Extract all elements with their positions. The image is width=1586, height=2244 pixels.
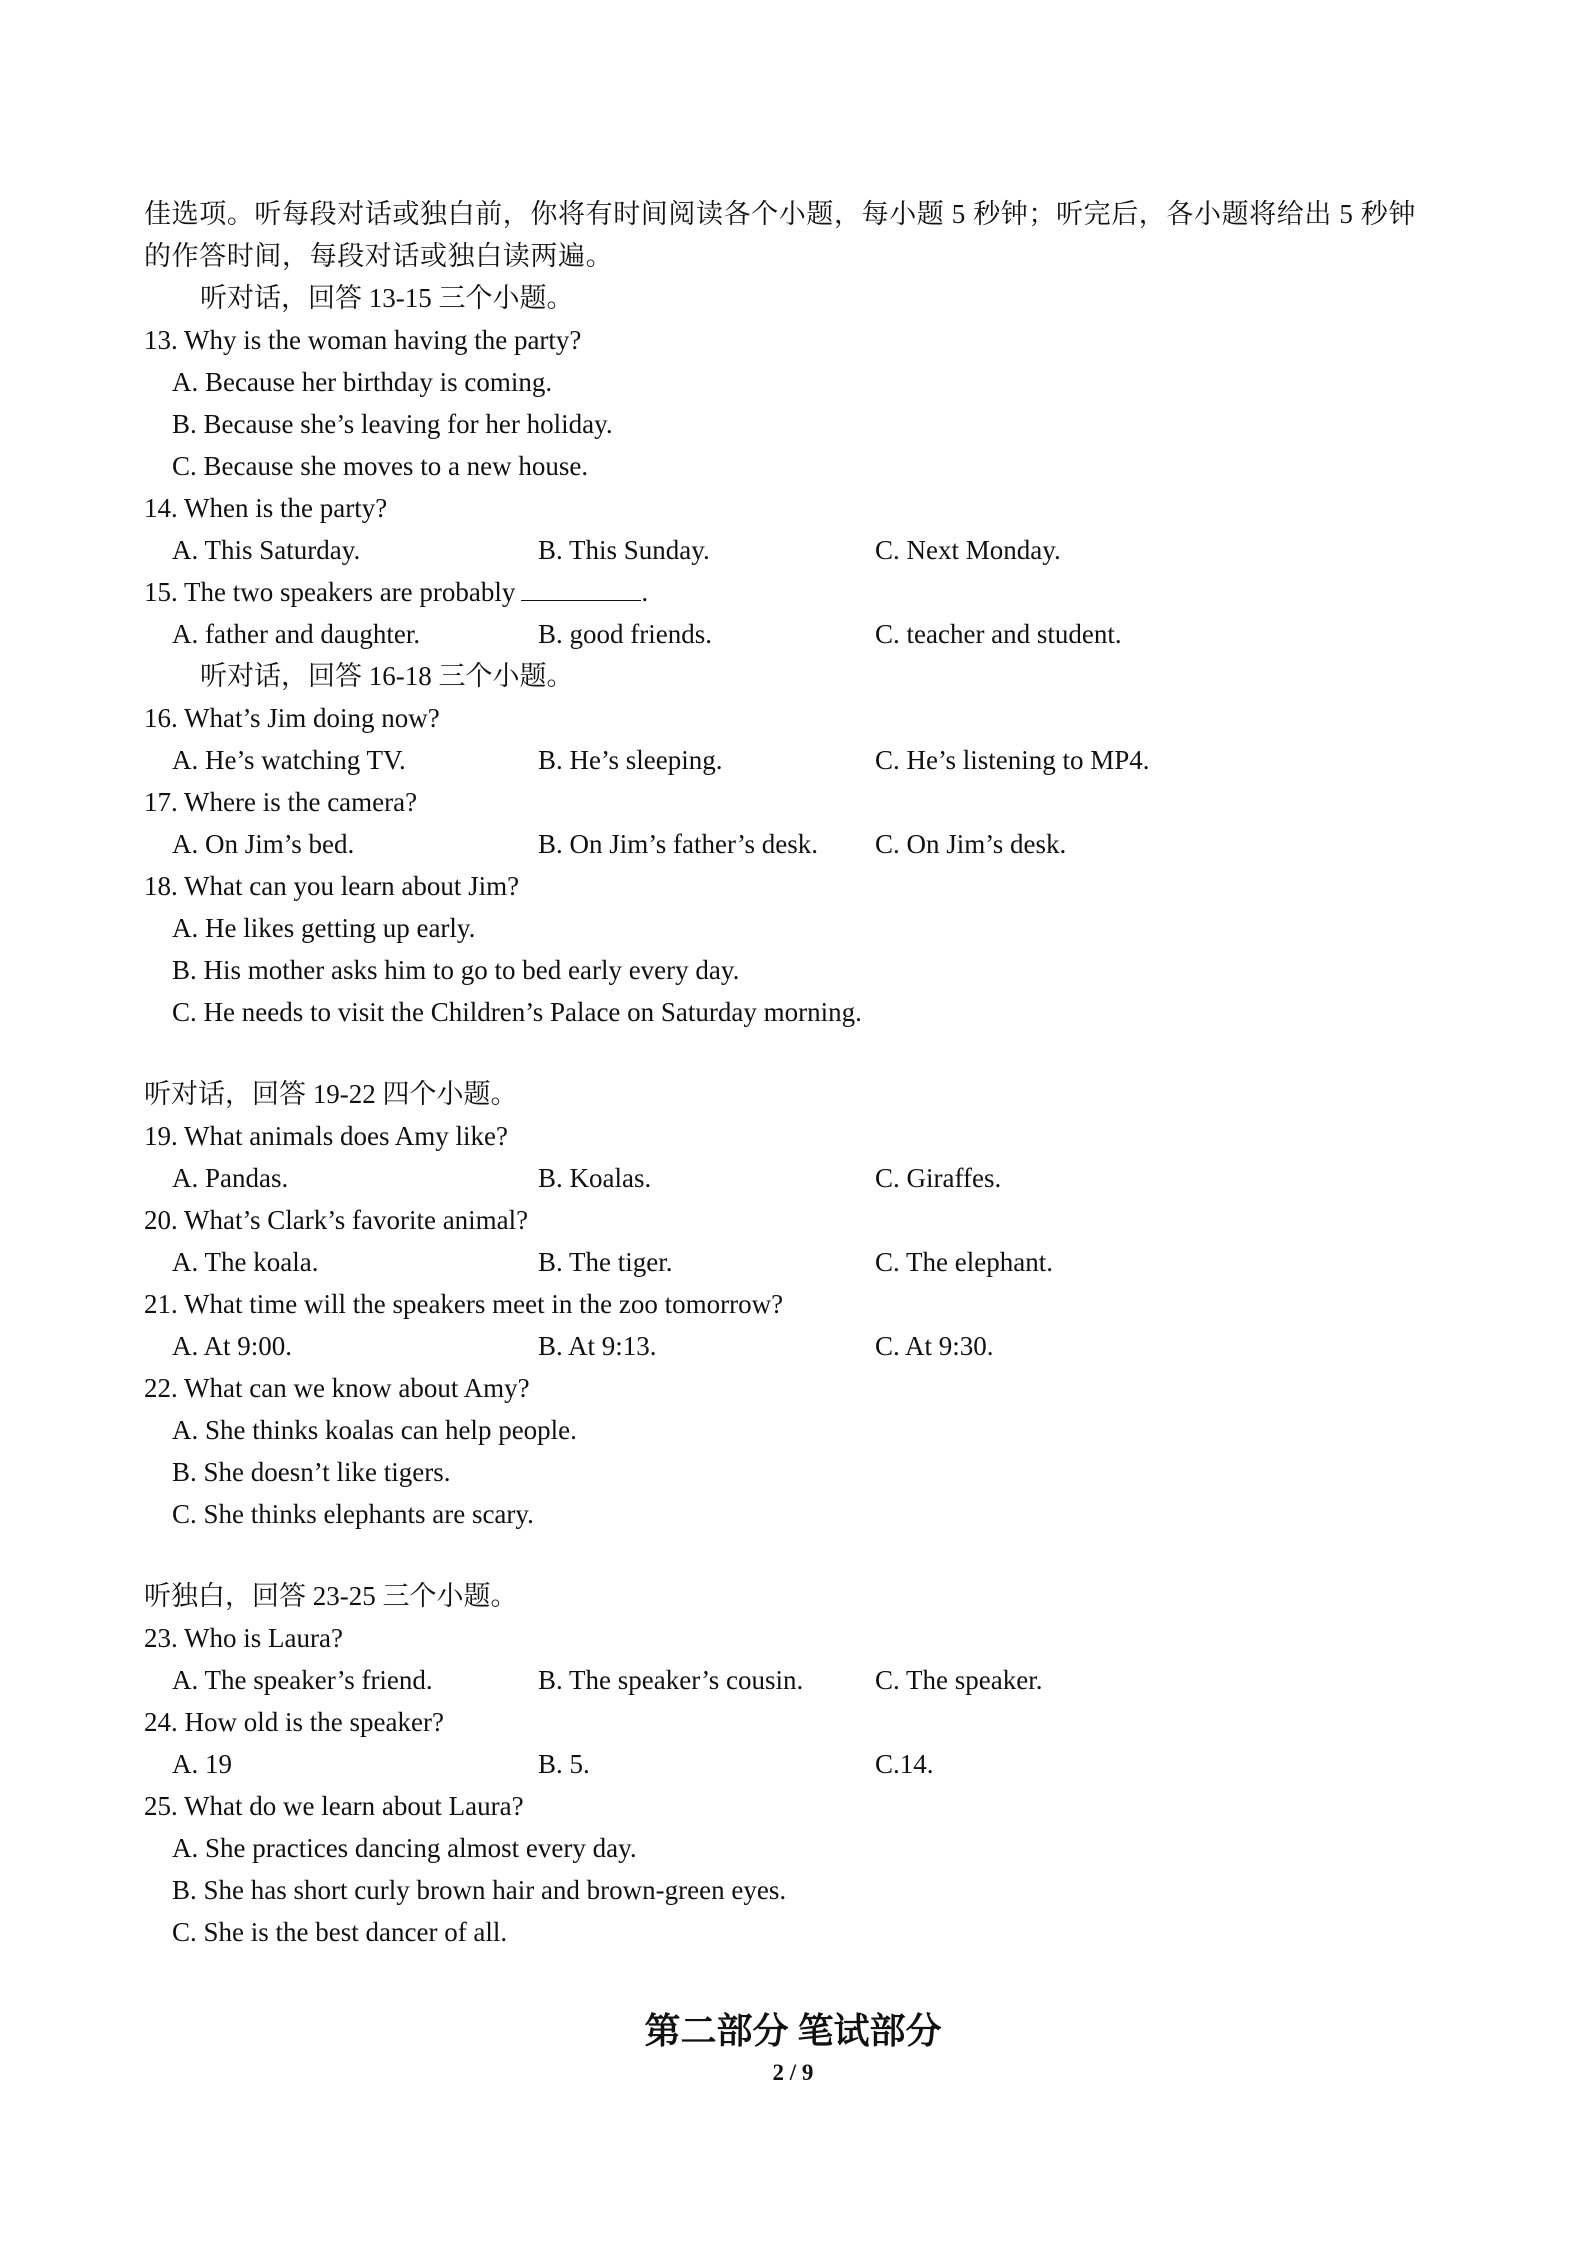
option-b: B. good friends. [538, 619, 712, 649]
part-title: 第二部分 笔试部分 [644, 2011, 942, 2051]
option-b: B. Koalas. [538, 1163, 652, 1193]
option-a: A. At 9:00. [172, 1331, 293, 1361]
option-b: B. He’s sleeping. [538, 745, 723, 775]
question-text: 15. The two speakers are probably [144, 577, 516, 607]
option-c: C. Giraffes. [875, 1163, 1002, 1193]
option-c: C. teacher and student. [875, 619, 1122, 649]
question: 25. What do we learn about Laura? [144, 1791, 524, 1821]
option-a: A. Pandas. [172, 1163, 289, 1193]
option-c: C. Because she moves to a new house. [172, 451, 589, 481]
intro-line-1: 佳选项。听每段对话或独白前，你将有时间阅读各个小题，每小题 5 秒钟；听完后，各小题将给出 5 秒钟 [144, 199, 1416, 229]
option-c: C. He needs to visit the Children’s Palace on Saturday morning. [172, 997, 862, 1027]
option-b: B. She has short curly brown hair and brown-green eyes. [172, 1875, 787, 1905]
option-a: A. He likes getting up early. [172, 913, 476, 943]
option-a: A. On Jim’s bed. [172, 829, 355, 859]
question: 20. What’s Clark’s favorite animal? [144, 1205, 529, 1235]
question: 24. How old is the speaker? [144, 1707, 444, 1737]
option-a: A. The speaker’s friend. [172, 1665, 433, 1695]
option-c: C. The speaker. [875, 1665, 1043, 1695]
option-c: C. On Jim’s desk. [875, 829, 1067, 859]
section-heading: 听对话，回答 19-22 四个小题。 [144, 1079, 518, 1109]
answer-blank [521, 578, 641, 601]
option-b: B. The tiger. [538, 1247, 673, 1277]
option-b: B. She doesn’t like tigers. [172, 1457, 451, 1487]
section-heading: 听对话，回答 13-15 三个小题。 [200, 283, 574, 313]
question: 17. Where is the camera? [144, 787, 418, 817]
option-c: C. Next Monday. [875, 535, 1061, 565]
question: 18. What can you learn about Jim? [144, 871, 520, 901]
option-b: B. On Jim’s father’s desk. [538, 829, 818, 859]
question: 22. What can we know about Amy? [144, 1373, 530, 1403]
option-a: A. She practices dancing almost every day. [172, 1833, 637, 1863]
option-b: B. The speaker’s cousin. [538, 1665, 804, 1695]
option-a: A. The koala. [172, 1247, 319, 1277]
option-c: C. He’s listening to MP4. [875, 745, 1150, 775]
option-b: B. At 9:13. [538, 1331, 657, 1361]
section-heading: 听独白，回答 23-25 三个小题。 [144, 1581, 518, 1611]
option-b: B. Because she’s leaving for her holiday. [172, 409, 613, 439]
question [144, 572, 648, 612]
option-b: B. His mother asks him to go to bed early every day. [172, 955, 740, 985]
option-c: C. The elephant. [875, 1247, 1053, 1277]
intro-line-2: 的作答时间，每段对话或独白读两遍。 [144, 241, 614, 271]
question-end: . [641, 577, 649, 607]
question: 13. Why is the woman having the party? [144, 325, 582, 355]
question: 19. What animals does Amy like? [144, 1121, 508, 1151]
option-c: C. At 9:30. [875, 1331, 994, 1361]
option-a: A. Because her birthday is coming. [172, 367, 553, 397]
option-c: C.14. [875, 1749, 934, 1779]
option-a: A. She thinks koalas can help people. [172, 1415, 577, 1445]
option-b: B. 5. [538, 1749, 590, 1779]
question: 16. What’s Jim doing now? [144, 703, 440, 733]
option-b: B. This Sunday. [538, 535, 710, 565]
option-a: A. 19 [172, 1749, 232, 1779]
question: 21. What time will the speakers meet in the zoo tomorrow? [144, 1289, 784, 1319]
question: 23. Who is Laura? [144, 1623, 343, 1653]
option-a: A. He’s watching TV. [172, 745, 406, 775]
question: 14. When is the party? [144, 493, 388, 523]
option-a: A. father and daughter. [172, 619, 421, 649]
option-a: A. This Saturday. [172, 535, 361, 565]
section-heading: 听对话，回答 16-18 三个小题。 [200, 661, 574, 691]
option-c: C. She thinks elephants are scary. [172, 1499, 534, 1529]
page-number: 2 / 9 [772, 2060, 814, 2085]
option-c: C. She is the best dancer of all. [172, 1917, 508, 1947]
